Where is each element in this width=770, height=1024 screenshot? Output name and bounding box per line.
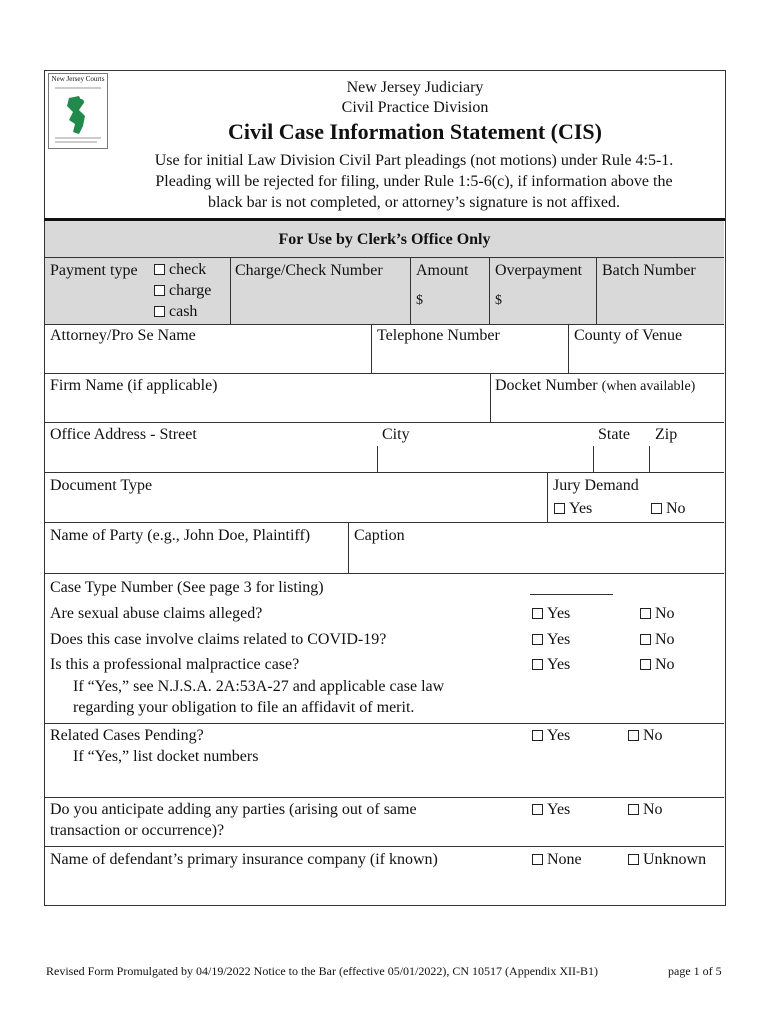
related-yes[interactable]: Yes: [532, 727, 570, 745]
checkbox-adding-no[interactable]: [628, 804, 639, 815]
insurance-none[interactable]: None: [532, 851, 582, 869]
overpayment-label: Overpayment: [495, 262, 583, 279]
adding-parties-question-line-1: Do you anticipate adding any parties (arising out of same: [50, 801, 417, 818]
adding-parties-question-line-2: transaction or occurrence)?: [50, 822, 225, 839]
checkbox-insurance-none[interactable]: [532, 854, 543, 865]
checkbox-covid-no[interactable]: [640, 634, 651, 645]
caption-label[interactable]: Caption: [354, 527, 405, 544]
overpayment-dollar: $: [495, 293, 502, 308]
charge-check-number-label: Charge/Check Number: [235, 262, 383, 279]
footer-revision: Revised Form Promulgated by 04/19/2022 Notice to the Bar (effective 05/01/2022), CN 10517 (Appendix XII-B1): [46, 964, 599, 978]
document-type-label[interactable]: Document Type: [50, 477, 153, 494]
related-cases-question: Related Cases Pending?: [50, 727, 204, 744]
sexual-abuse-yes[interactable]: Yes: [532, 605, 570, 623]
checkbox-related-no[interactable]: [628, 730, 639, 741]
adding-no[interactable]: No: [628, 801, 663, 819]
malpractice-yes[interactable]: Yes: [532, 656, 570, 674]
batch-number-label: Batch Number: [602, 262, 696, 279]
jury-demand-label: Jury Demand: [553, 477, 639, 494]
related-note: If “Yes,” list docket numbers: [73, 748, 259, 765]
checkbox-cash[interactable]: [154, 306, 165, 317]
charge-option[interactable]: charge: [154, 282, 211, 300]
malpractice-no[interactable]: No: [640, 656, 675, 674]
county-label[interactable]: County of Venue: [574, 327, 683, 344]
state-label[interactable]: State: [598, 426, 630, 443]
insurance-unknown[interactable]: Unknown: [628, 851, 706, 869]
covid-no[interactable]: No: [640, 631, 675, 649]
docket-number-label[interactable]: Docket Number (when available): [495, 377, 696, 394]
covid-yes[interactable]: Yes: [532, 631, 570, 649]
footer-page-number: page 1 of 5: [668, 964, 722, 978]
checkbox-malpractice-no[interactable]: [640, 659, 651, 670]
org-name: New Jersey Judiciary: [346, 79, 484, 96]
checkbox-sexual-abuse-no[interactable]: [640, 608, 651, 619]
cash-option[interactable]: cash: [154, 303, 197, 321]
malpractice-note-2: regarding your obligation to file an affidavit of merit.: [73, 699, 415, 716]
checkbox-malpractice-yes[interactable]: [532, 659, 543, 670]
clerk-heading: For Use by Clerk’s Office Only: [278, 231, 491, 248]
checkbox-charge[interactable]: [154, 285, 165, 296]
check-option[interactable]: check: [154, 261, 206, 279]
sexual-abuse-no[interactable]: No: [640, 605, 675, 623]
payment-type-label: Payment type: [50, 262, 138, 279]
amount-dollar: $: [416, 293, 423, 308]
attorney-name-label[interactable]: Attorney/Pro Se Name: [50, 327, 196, 344]
insurance-question: Name of defendant’s primary insurance company (if known): [50, 851, 438, 868]
jury-no-option[interactable]: No: [651, 500, 686, 518]
form-title: Civil Case Information Statement (CIS): [228, 119, 602, 144]
checkbox-check[interactable]: [154, 264, 165, 275]
adding-yes[interactable]: Yes: [532, 801, 570, 819]
sexual-abuse-question: Are sexual abuse claims alleged?: [50, 605, 263, 622]
logo-title: New Jersey Courts: [51, 75, 105, 83]
malpractice-note-1: If “Yes,” see N.J.S.A. 2A:53A-27 and applicable case law: [73, 678, 445, 695]
checkbox-related-yes[interactable]: [532, 730, 543, 741]
checkbox-adding-yes[interactable]: [532, 804, 543, 815]
checkbox-covid-yes[interactable]: [532, 634, 543, 645]
case-type-input-line[interactable]: [530, 594, 613, 595]
zip-label[interactable]: Zip: [655, 426, 678, 443]
checkbox-jury-yes[interactable]: [554, 503, 565, 514]
instruction-line-2: Pleading will be rejected for filing, under Rule 1:5-6(c), if information above the: [155, 173, 673, 190]
checkbox-insurance-unknown[interactable]: [628, 854, 639, 865]
street-address-label[interactable]: Office Address - Street: [50, 426, 197, 443]
malpractice-question: Is this a professional malpractice case?: [50, 656, 300, 673]
telephone-label[interactable]: Telephone Number: [377, 327, 500, 344]
division-name: Civil Practice Division: [341, 99, 489, 116]
covid-question: Does this case involve claims related to COVID-19?: [50, 631, 387, 648]
checkbox-jury-no[interactable]: [651, 503, 662, 514]
instruction-line-3: black bar is not completed, or attorney’s signature is not affixed.: [207, 194, 621, 211]
case-type-label: Case Type Number (See page 3 for listing): [50, 579, 324, 596]
instruction-line-1: Use for initial Law Division Civil Part pleadings (not motions) under Rule 4:5-1.: [154, 152, 674, 169]
amount-label: Amount: [416, 262, 469, 279]
firm-name-label[interactable]: Firm Name (if applicable): [50, 377, 218, 394]
jury-yes-option[interactable]: Yes: [554, 500, 592, 518]
city-label[interactable]: City: [382, 426, 410, 443]
related-no[interactable]: No: [628, 727, 663, 745]
party-name-label[interactable]: Name of Party (e.g., John Doe, Plaintiff): [50, 527, 311, 544]
checkbox-sexual-abuse-yes[interactable]: [532, 608, 543, 619]
